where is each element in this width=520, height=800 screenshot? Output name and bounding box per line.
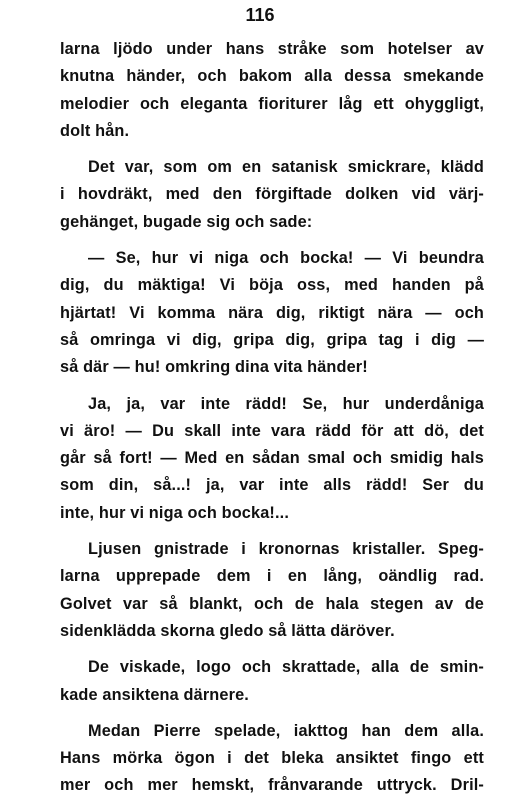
paragraph-gap [60, 145, 484, 154]
text-line: knutna händer, och bakom alla dessa smekande [60, 67, 484, 86]
text-line: dolt hån. [60, 121, 130, 140]
paragraph-gap [60, 382, 484, 391]
text-line: melodier och eleganta fioriturer låg ett ohyggligt, [60, 94, 484, 113]
text-line: gehänget, bugade sig och sade: [60, 212, 313, 231]
text-line: vi äro! — Du skall inte vara rädd för att dö, det [60, 421, 484, 440]
page-number: 116 [245, 5, 275, 25]
text-line: går så fort! — Med en sådan smal och smidig hals [60, 449, 484, 468]
text-line: Golvet var så blankt, och de hala stegen av de [60, 594, 484, 613]
paragraph-gap [60, 527, 484, 536]
text-line: så omringa vi dig, gripa dig, gripa tag i dig — [60, 330, 484, 349]
paragraph-6 [60, 654, 484, 709]
paragraph-3 [60, 245, 484, 381]
text-line: De viskade, logo och skrattade, alla de smin- [88, 658, 484, 677]
paragraph-4 [60, 391, 484, 527]
text-line: larna ljödo under hans stråke som hotelser av [60, 40, 484, 58]
text-line: larna upprepade dem i en lång, oändlig rad. [60, 567, 484, 586]
text-line: som din, så...! ja, var inte alls rädd! Ser du [60, 476, 484, 495]
paragraph-gap [60, 236, 484, 245]
paragraph-7 [60, 718, 484, 800]
text-line: — Se, hur vi niga och bocka! — Vi beundra [88, 249, 484, 268]
text-line: kade ansiktena därnere. [60, 685, 249, 704]
paragraph-2 [60, 154, 484, 236]
text-line: hjärtat! Vi komma nära dig, riktigt nära — och [60, 303, 484, 322]
text-line: inte, hur vi niga och bocka!... [60, 503, 290, 522]
paragraph-5 [60, 536, 484, 645]
text-line: mer och mer hemskt, frånvarande uttryck. Dril- [60, 776, 484, 795]
text-line: Det var, som om en satanisk smickrare, klädd [88, 158, 484, 177]
text-line: Hans mörka ögon i det bleka ansiktet fingo ett [60, 749, 484, 768]
text-line: Ljusen gnistrade i kronornas kristaller. Speg- [88, 540, 484, 559]
paragraph-gap [60, 709, 484, 718]
paragraph-1 [60, 36, 484, 145]
text-line: Medan Pierre spelade, iakttog han dem alla. [88, 721, 484, 740]
paragraph-gap [60, 645, 484, 654]
text-line: i hovdräkt, med den förgiftade dolken vid värj- [60, 185, 484, 204]
text-line: så där — hu! omkring dina vita händer! [60, 358, 368, 377]
text-line: dig, du mäktiga! Vi böja oss, med handen på [60, 276, 484, 295]
body-text [60, 36, 484, 800]
text-line: sidenklädda skorna gledo så lätta däröver. [60, 621, 395, 640]
text-line: Ja, ja, var inte rädd! Se, hur underdåniga [88, 394, 484, 413]
